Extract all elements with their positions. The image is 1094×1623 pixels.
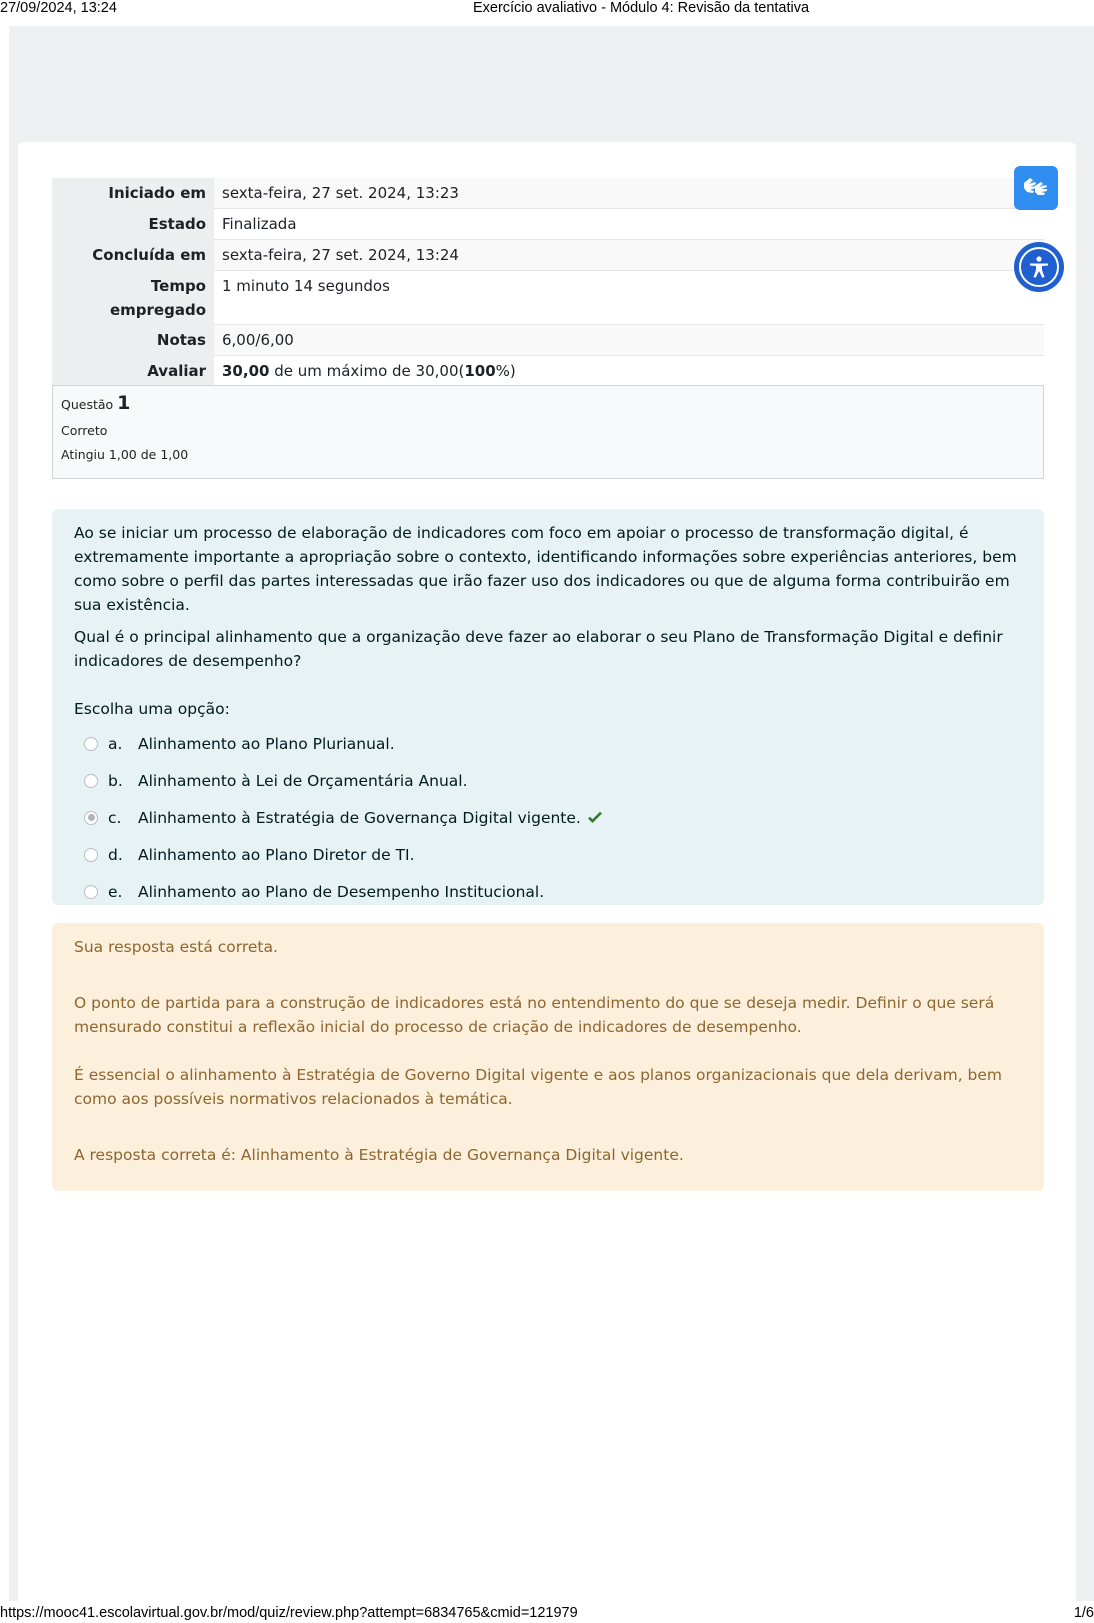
summary-value: 6,00/6,00	[214, 325, 1044, 356]
grade-middle: de um máximo de 30,00(	[269, 362, 465, 380]
answer-option-c[interactable]	[74, 799, 1022, 836]
question-text-paragraph: Qual é o principal alinhamento que a organização deve fazer ao elaborar o seu Plano de Transformação Digital e definir indicadores de desempenho?	[74, 628, 1003, 670]
radio-button-selected[interactable]	[84, 811, 98, 825]
answer-option-e[interactable]	[74, 873, 1022, 910]
answer-letter: d.	[108, 845, 123, 864]
summary-label: Avaliar	[52, 356, 214, 387]
radio-button[interactable]	[84, 848, 98, 862]
summary-row	[52, 209, 1044, 240]
summary-value: Finalizada	[214, 209, 1044, 240]
answer-letter: b.	[108, 771, 123, 790]
feedback-box	[52, 923, 1044, 1191]
feedback-right-answer: A resposta correta é: Alinhamento à Estratégia de Governança Digital vigente.	[74, 1146, 684, 1164]
answer-option-d[interactable]	[74, 836, 1022, 873]
summary-label: Iniciado em	[52, 178, 214, 209]
sign-language-icon	[1021, 174, 1051, 203]
question-number-value: 1	[117, 392, 131, 414]
question-formulation	[52, 509, 1044, 905]
accessibility-button[interactable]	[1014, 242, 1064, 292]
summary-value: sexta-feira, 27 set. 2024, 13:23	[214, 178, 1044, 209]
question-label: Questão	[61, 397, 114, 412]
answer-text: Alinhamento à Lei de Orçamentária Anual.	[138, 771, 468, 790]
accessibility-icon	[1019, 247, 1059, 287]
radio-button[interactable]	[84, 885, 98, 899]
question-number	[61, 392, 1035, 416]
print-url: https://mooc41.escolavirtual.gov.br/mod/quiz/review.php?attempt=6834765&cmid=121979	[0, 1605, 578, 1621]
page-number: 1/6	[1073, 1605, 1094, 1621]
summary-label: Concluída em	[52, 240, 214, 271]
print-title: Exercício avaliativo - Módulo 4: Revisão da tentativa	[472, 0, 810, 16]
radio-button[interactable]	[84, 774, 98, 788]
question-text-paragraph: Ao se iniciar um processo de elaboração de indicadores com foco em apoiar o processo de transformação digital, é extremamente importante a apropriação sobre o contexto, identificando informações sobre experiências anteriores, bem como sobre o perfil das partes interessadas que irão fazer uso dos indicadores ou que de alguma forma contribuirão em sua existência.	[74, 524, 1017, 614]
print-header	[0, 0, 1094, 18]
feedback-status: Sua resposta está correta.	[74, 938, 278, 956]
check-icon	[587, 811, 603, 825]
summary-row	[52, 325, 1044, 356]
answer-text: Alinhamento ao Plano Plurianual.	[138, 734, 395, 753]
question-info-box	[52, 385, 1044, 479]
summary-row	[52, 271, 1044, 325]
print-datetime: 27/09/2024, 13:24	[0, 0, 117, 16]
sign-language-button[interactable]	[1014, 166, 1058, 210]
summary-value	[214, 356, 1044, 387]
answer-option-b[interactable]	[74, 762, 1022, 799]
summary-label: Estado	[52, 209, 214, 240]
summary-row	[52, 356, 1044, 387]
print-footer	[0, 1603, 1094, 1623]
answer-letter: e.	[108, 882, 123, 901]
summary-value: 1 minuto 14 segundos	[214, 271, 1044, 325]
answer-prompt: Escolha uma opção:	[74, 700, 230, 718]
grade-percent: 100	[464, 362, 496, 380]
answer-option-a[interactable]	[74, 725, 1022, 762]
grade-suffix: %)	[495, 362, 516, 380]
feedback-explanation: É essencial o alinhamento à Estratégia de Governo Digital vigente e aos planos organizacionais que dela derivam, bem como aos possíveis normativos relacionados à temática.	[74, 1066, 1003, 1108]
summary-value: sexta-feira, 27 set. 2024, 13:24	[214, 240, 1044, 271]
answer-text: Alinhamento à Estratégia de Governança Digital vigente.	[138, 808, 581, 827]
grade-value: 30,00	[222, 362, 270, 380]
attempt-summary-table	[52, 178, 1044, 387]
answer-text: Alinhamento ao Plano de Desempenho Institucional.	[138, 882, 545, 901]
answer-letter: c.	[108, 808, 122, 827]
radio-button[interactable]	[84, 737, 98, 751]
summary-label: Tempo empregado	[52, 271, 214, 325]
answer-letter: a.	[108, 734, 123, 753]
question-state: Correto	[61, 423, 108, 438]
feedback-explanation: O ponto de partida para a construção de indicadores está no entendimento do que se deseja medir. Definir o que será mensurado constitui a reflexão inicial do processo de criação de indicadores de desempenho.	[74, 994, 995, 1036]
summary-row	[52, 178, 1044, 209]
question-mark: Atingiu 1,00 de 1,00	[61, 447, 189, 462]
answer-text: Alinhamento ao Plano Diretor de TI.	[138, 845, 415, 864]
summary-row	[52, 240, 1044, 271]
summary-label: Notas	[52, 325, 214, 356]
